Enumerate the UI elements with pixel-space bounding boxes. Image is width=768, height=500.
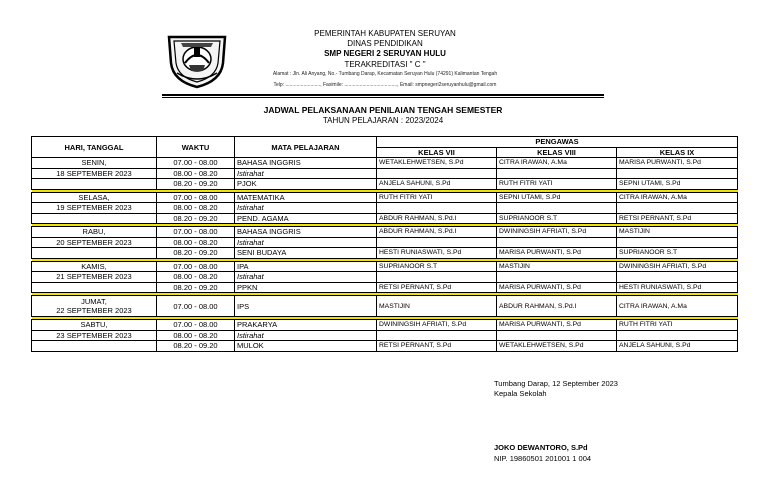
supervisor-ix-cell: SEPNI UTAMI, S.Pd <box>617 179 738 190</box>
day-name: JUMAT, <box>81 297 107 306</box>
time-cell: 08.00 - 08.20 <box>157 330 235 341</box>
signatory-name: JOKO DEWANTORO, S.Pd <box>494 443 588 452</box>
day-name: SENIN, <box>81 158 107 168</box>
day-name-cell <box>32 320 157 331</box>
day-name-cell <box>32 261 157 272</box>
table-row <box>32 248 738 259</box>
day-name-cell <box>32 227 157 238</box>
supervisor-viii-cell <box>497 203 617 214</box>
empty-day-cell <box>32 248 157 259</box>
supervisor-viii-cell <box>497 330 617 341</box>
subject-cell: PRAKARYA <box>235 320 377 331</box>
date-cell <box>32 168 157 179</box>
date: 22 SEPTEMBER 2023 <box>56 306 132 315</box>
empty-day-cell <box>32 341 157 352</box>
supervisor-viii-cell: MASTIJIN <box>497 261 617 272</box>
supervisor-vii-cell: RETSI PERNANT, S.Pd <box>377 341 497 352</box>
supervisor-vii-cell: WETAKLEHWETSEN, S.Pd <box>377 158 497 169</box>
subject-cell: Istirahat <box>235 168 377 179</box>
header-class-vii: KELAS VII <box>377 147 497 158</box>
time-cell: 08.00 - 08.20 <box>157 237 235 248</box>
table-row <box>32 330 738 341</box>
time-cell: 08.20 - 09.20 <box>157 213 235 224</box>
supervisor-ix-cell <box>617 272 738 283</box>
supervisor-viii-cell <box>497 272 617 283</box>
subject-cell: MULOK <box>235 341 377 352</box>
time-cell: 07.00 - 08.00 <box>157 227 235 238</box>
subject-cell: Istirahat <box>235 203 377 214</box>
table-row <box>32 213 738 224</box>
supervisor-vii-cell <box>377 330 497 341</box>
date: 23 SEPTEMBER 2023 <box>56 330 132 340</box>
supervisor-viii-cell: MARISA PURWANTI, S.Pd <box>497 248 617 259</box>
subject-cell: Istirahat <box>235 272 377 283</box>
subject-cell: PEND. AGAMA <box>235 213 377 224</box>
header-subject: MATA PELAJARAN <box>235 137 377 158</box>
supervisor-vii-cell: HESTI RUNIASWATI, S.Pd <box>377 248 497 259</box>
subject-cell: PJOK <box>235 179 377 190</box>
time-cell: 07.00 - 08.00 <box>157 158 235 169</box>
supervisor-ix-cell: DWININGSIH AFRIATI, S.Pd <box>617 261 738 272</box>
table-row <box>32 227 738 238</box>
date: 20 SEPTEMBER 2023 <box>56 237 132 247</box>
table-row <box>32 192 738 203</box>
supervisor-vii-cell: ABDUR RAHMAN, S.Pd.I <box>377 213 497 224</box>
exam-schedule-table <box>31 136 738 352</box>
subject-cell: IPS <box>235 296 377 317</box>
supervisor-viii-cell <box>497 168 617 179</box>
supervisor-vii-cell <box>377 203 497 214</box>
school-contact: Telp: ........................., Faximile: ......................................, Email: smpnegeri2seruyanhulu@gmail.com <box>273 82 497 88</box>
signature-position: Kepala Sekolah <box>494 389 547 398</box>
table-row <box>32 341 738 352</box>
supervisor-ix-cell: MARISA PURWANTI, S.Pd <box>617 158 738 169</box>
table-row <box>32 168 738 179</box>
table-row <box>32 158 738 169</box>
supervisor-ix-cell: SUPRIANOOR S.T <box>617 248 738 259</box>
date: 18 SEPTEMBER 2023 <box>56 168 132 178</box>
supervisor-ix-cell: RETSI PERNANT, S.Pd <box>617 213 738 224</box>
supervisor-vii-cell: RUTH FITRI YATI <box>377 192 497 203</box>
signatory-nip: NIP. 19860501 201001 1 004 <box>494 454 592 463</box>
supervisor-vii-cell: RETSI PERNANT, S.Pd <box>377 282 497 293</box>
date-cell <box>32 272 157 283</box>
supervisor-vii-cell <box>377 168 497 179</box>
supervisor-vii-cell: SUPRIANOOR S.T <box>377 261 497 272</box>
supervisor-viii-cell <box>497 237 617 248</box>
day-date-cell <box>32 296 157 317</box>
empty-day-cell <box>32 282 157 293</box>
supervisor-viii-cell: ABDUR RAHMAN, S.Pd.I <box>497 296 617 317</box>
supervisor-viii-cell: WETAKLEHWETSEN, S.Pd <box>497 341 617 352</box>
date: 19 SEPTEMBER 2023 <box>56 203 132 213</box>
time-cell: 08.20 - 09.20 <box>157 179 235 190</box>
header-day-date: HARI, TANGGAL <box>32 137 157 158</box>
supervisor-viii-cell: MARISA PURWANTI, S.Pd <box>497 320 617 331</box>
supervisor-ix-cell: RUTH FITRI YATI <box>617 320 738 331</box>
document-subtitle: TAHUN PELAJARAN : 2023/2024 <box>322 116 444 125</box>
subject-cell: SENI BUDAYA <box>235 248 377 259</box>
time-cell: 08.20 - 09.20 <box>157 341 235 352</box>
day-name: RABU, <box>82 227 106 237</box>
supervisor-vii-cell <box>377 272 497 283</box>
date-cell <box>32 203 157 214</box>
header-time: WAKTU <box>157 137 235 158</box>
supervisor-ix-cell <box>617 330 738 341</box>
supervisor-ix-cell: CITRA IRAWAN, A.Ma <box>617 296 738 317</box>
subject-cell: Istirahat <box>235 237 377 248</box>
school-name: SMP NEGERI 2 SERUYAN HULU <box>324 49 446 58</box>
day-name: KAMIS, <box>81 261 107 271</box>
department-name: DINAS PENDIDIKAN <box>347 39 423 48</box>
supervisor-viii-cell: SUPRIANOOR S.T <box>497 213 617 224</box>
date-cell <box>32 237 157 248</box>
empty-day-cell <box>32 179 157 190</box>
subject-cell: PPKN <box>235 282 377 293</box>
regency-emblem-logo <box>163 33 231 89</box>
day-name: SABTU, <box>80 320 108 330</box>
table-row <box>32 282 738 293</box>
signature-place-date: Tumbang Darap, 12 September 2023 <box>494 379 618 388</box>
supervisor-viii-cell: DWININGSIH AFRIATI, S.Pd <box>497 227 617 238</box>
letterhead-rule-thin <box>162 97 604 98</box>
letterhead-rule <box>162 94 604 96</box>
subject-cell: BAHASA INGGRIS <box>235 158 377 169</box>
time-cell: 08.00 - 08.20 <box>157 272 235 283</box>
header-class-ix: KELAS IX <box>617 147 738 158</box>
table-row <box>32 179 738 190</box>
supervisor-vii-cell: ANJELA SAHUNI, S.Pd <box>377 179 497 190</box>
empty-day-cell <box>32 213 157 224</box>
supervisor-ix-cell <box>617 237 738 248</box>
table-row <box>32 261 738 272</box>
time-cell: 08.20 - 09.20 <box>157 248 235 259</box>
supervisor-vii-cell: DWININGSIH AFRIATI, S.Pd <box>377 320 497 331</box>
supervisor-vii-cell: MASTIJIN <box>377 296 497 317</box>
supervisor-ix-cell <box>617 203 738 214</box>
table-row <box>32 237 738 248</box>
supervisor-viii-cell: RUTH FITRI YATI <box>497 179 617 190</box>
time-cell: 07.00 - 08.00 <box>157 261 235 272</box>
time-cell: 08.20 - 09.20 <box>157 282 235 293</box>
time-cell: 07.00 - 08.00 <box>157 296 235 317</box>
day-name-cell <box>32 158 157 169</box>
subject-cell: Istirahat <box>235 330 377 341</box>
supervisor-vii-cell <box>377 237 497 248</box>
supervisor-ix-cell: HESTI RUNIASWATI, S.Pd <box>617 282 738 293</box>
header-class-viii: KELAS VIII <box>497 147 617 158</box>
time-cell: 08.00 - 08.20 <box>157 203 235 214</box>
supervisor-vii-cell: ABDUR RAHMAN, S.Pd.I <box>377 227 497 238</box>
subject-cell: BAHASA INGGRIS <box>235 227 377 238</box>
school-address: Alamat : Jln. Ali Anyang, No.- Tumbang Darap, Kecamatan Seruyan Hulu (74291) Kalimantan Tengah <box>272 71 498 77</box>
subject-cell: MATEMATIKA <box>235 192 377 203</box>
supervisor-viii-cell: MARISA PURWANTI, S.Pd <box>497 282 617 293</box>
table-row <box>32 320 738 331</box>
supervisor-ix-cell: ANJELA SAHUNI, S.Pd <box>617 341 738 352</box>
accreditation: TERAKREDITASI " C " <box>344 60 426 69</box>
subject-cell: IPA <box>235 261 377 272</box>
header-supervisor: PENGAWAS <box>377 137 738 148</box>
supervisor-ix-cell: MASTIJIN <box>617 227 738 238</box>
document-title: JADWAL PELAKSANAAN PENILAIAN TENGAH SEMESTER <box>263 105 503 115</box>
time-cell: 07.00 - 08.00 <box>157 320 235 331</box>
table-row <box>32 296 738 317</box>
supervisor-viii-cell: CITRA IRAWAN, A.Ma <box>497 158 617 169</box>
date: 21 SEPTEMBER 2023 <box>56 272 132 282</box>
table-row <box>32 203 738 214</box>
date-cell <box>32 330 157 341</box>
supervisor-ix-cell <box>617 168 738 179</box>
day-name: SELASA, <box>78 192 110 202</box>
time-cell: 07.00 - 08.00 <box>157 192 235 203</box>
time-cell: 08.00 - 08.20 <box>157 168 235 179</box>
government-name: PEMERINTAH KABUPATEN SERUYAN <box>314 29 456 38</box>
supervisor-ix-cell: CITRA IRAWAN, A.Ma <box>617 192 738 203</box>
table-row <box>32 272 738 283</box>
supervisor-viii-cell: SEPNI UTAMI, S.Pd <box>497 192 617 203</box>
day-name-cell <box>32 192 157 203</box>
